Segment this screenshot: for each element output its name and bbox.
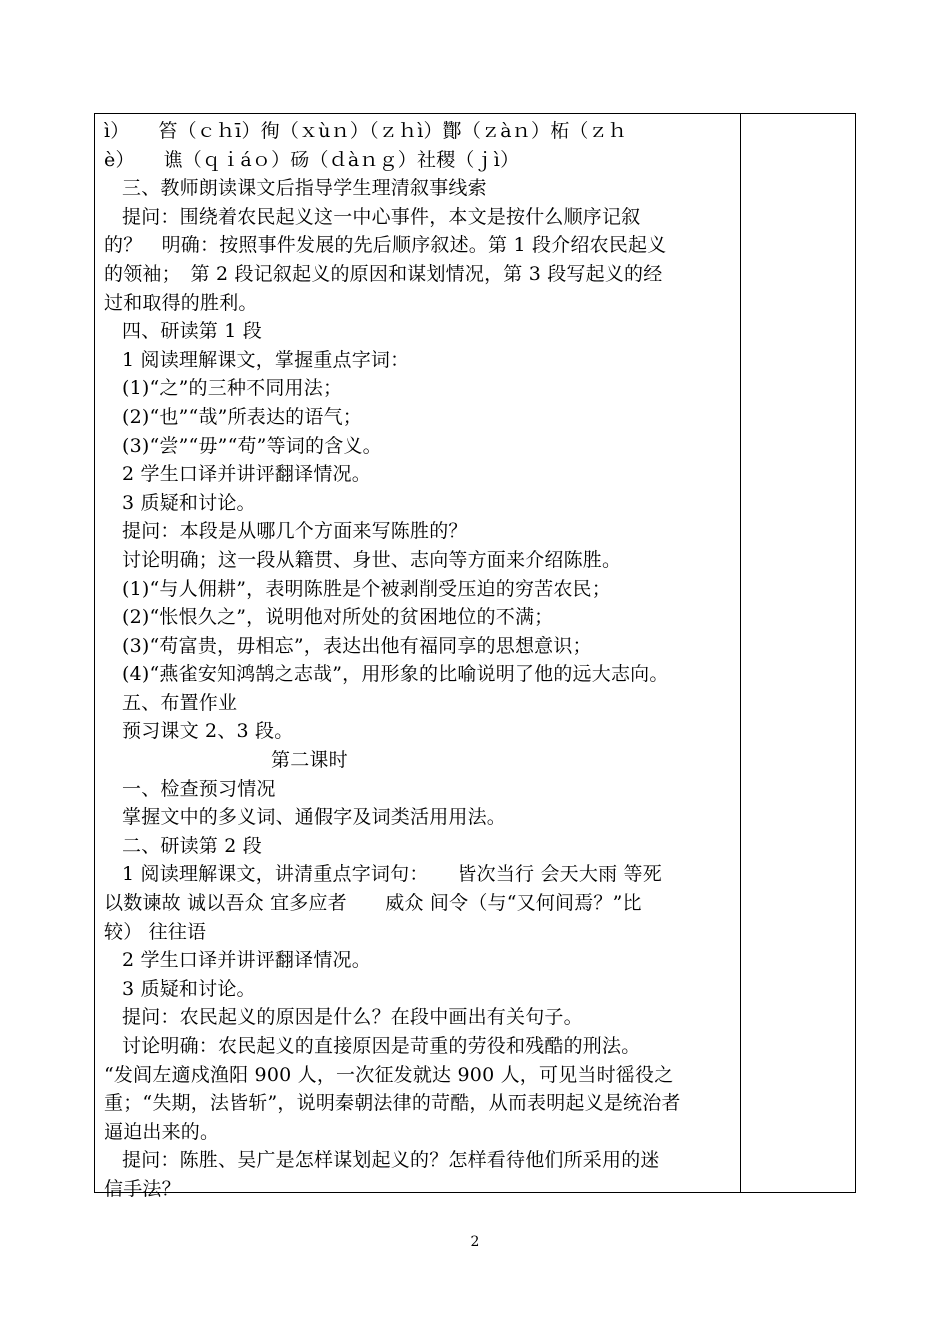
paragraph-line: 的？ 明确：按照事件发展的先后顺序叙述。第 1 段介绍农民起义 — [104, 234, 667, 257]
paragraph-line: 重；“失期，法皆斩”，说明秦朝法律的苛酷，从而表明起义是统治者 — [104, 1092, 681, 1115]
paragraph-line: 预习课文 2、3 段。 — [122, 720, 294, 743]
list-item: (3)“苟富贵，毋相忘”，表达出他有福同享的思想意识； — [122, 634, 592, 657]
list-item: (4)“燕雀安知鸿鹄之志哉”，用形象的比喻说明了他的远大志向。 — [122, 663, 669, 686]
paragraph-line: 掌握文中的多义词、通假字及词类活用用法。 — [122, 806, 507, 829]
list-item: (2)“也”“哉”所表达的语气； — [122, 405, 362, 428]
paragraph-line: 提问：陈胜、吴广是怎样谋划起义的？怎样看待他们所采用的迷 — [122, 1149, 660, 1172]
list-item: (1)“之”的三种不同用法； — [122, 377, 343, 400]
paragraph-line: 提问：围绕着农民起义这一中心事件，本文是按什么顺序记叙 — [122, 205, 641, 228]
paragraph-line: 讨论明确：农民起义的直接原因是苛重的劳役和残酷的刑法。 — [122, 1035, 641, 1057]
lesson-content-cell — [104, 117, 734, 1204]
section-heading: 三、教师朗读课文后指导学生理清叙事线索 — [122, 177, 487, 200]
paragraph-line: 1 阅读理解课文，讲清重点字词句： 皆次当行 会天大雨 等死 — [122, 863, 662, 886]
paragraph-line: 2 学生口译并讲评翻译情况。 — [122, 949, 371, 972]
section-heading: 二、研读第 2 段 — [122, 834, 262, 857]
paragraph-line: 信手法？ — [104, 1177, 181, 1200]
list-item: (2)“怅恨久之”，说明他对所处的贫困地位的不满； — [122, 606, 554, 629]
paragraph-line: 1 阅读理解课文，掌握重点字词： — [122, 348, 410, 371]
section-heading: 四、研读第 1 段 — [122, 320, 262, 343]
paragraph-line: 3 质疑和讨论。 — [122, 977, 256, 1000]
paragraph-line: 过和取得的胜利。 — [104, 291, 258, 314]
paragraph-line: 提问：本段是从哪几个方面来写陈胜的？ — [122, 520, 468, 543]
paragraph-line: 讨论明确；这一段从籍贯、身世、志向等方面来介绍陈胜。 — [122, 548, 622, 571]
pinyin-line-1: ì） 笞（ｃｈī）徇（ｘùｎ）（ｚｈì）酇（ｚàｎ）柘（ｚｈ — [104, 120, 627, 142]
paragraph-line: “发闾左適戍渔阳 900 人，一次征发就达 900 人，可见当时徭役之 — [104, 1063, 674, 1086]
page-number: 2 — [470, 1234, 480, 1250]
paragraph-line: 3 质疑和讨论。 — [122, 491, 256, 514]
paragraph-line: 2 学生口译并讲评翻译情况。 — [122, 463, 371, 486]
paragraph-line: 提问：农民起义的原因是什么？在段中画出有关句子。 — [122, 1006, 583, 1029]
paragraph-line: 逼迫出来的。 — [104, 1120, 220, 1143]
lesson-period-title: 第二课时 — [271, 749, 348, 772]
section-heading: 一、检查预习情况 — [122, 777, 276, 800]
paragraph-line: 的领袖； 第 2 段记叙起义的原因和谋划情况，第 3 段写起义的经 — [104, 262, 663, 285]
paragraph-line: 以数谏故 诚以吾众 宜多应者 威众 间令（与“又何间焉？”比 — [104, 892, 642, 915]
list-item: (1)“与人佣耕”，表明陈胜是个被剥削受压迫的穷苦农民； — [122, 577, 611, 600]
paragraph-line: 较） 往往语 — [104, 920, 207, 943]
pinyin-line-2: è） 谯（ｑｉáｏ）砀（ｄàｎｇ）社稷（ｊì） — [104, 148, 520, 171]
table-column-divider — [740, 113, 741, 1193]
section-heading: 五、布置作业 — [122, 691, 238, 714]
list-item: (3)“尝”“毋”“苟”等词的含义。 — [122, 434, 382, 457]
